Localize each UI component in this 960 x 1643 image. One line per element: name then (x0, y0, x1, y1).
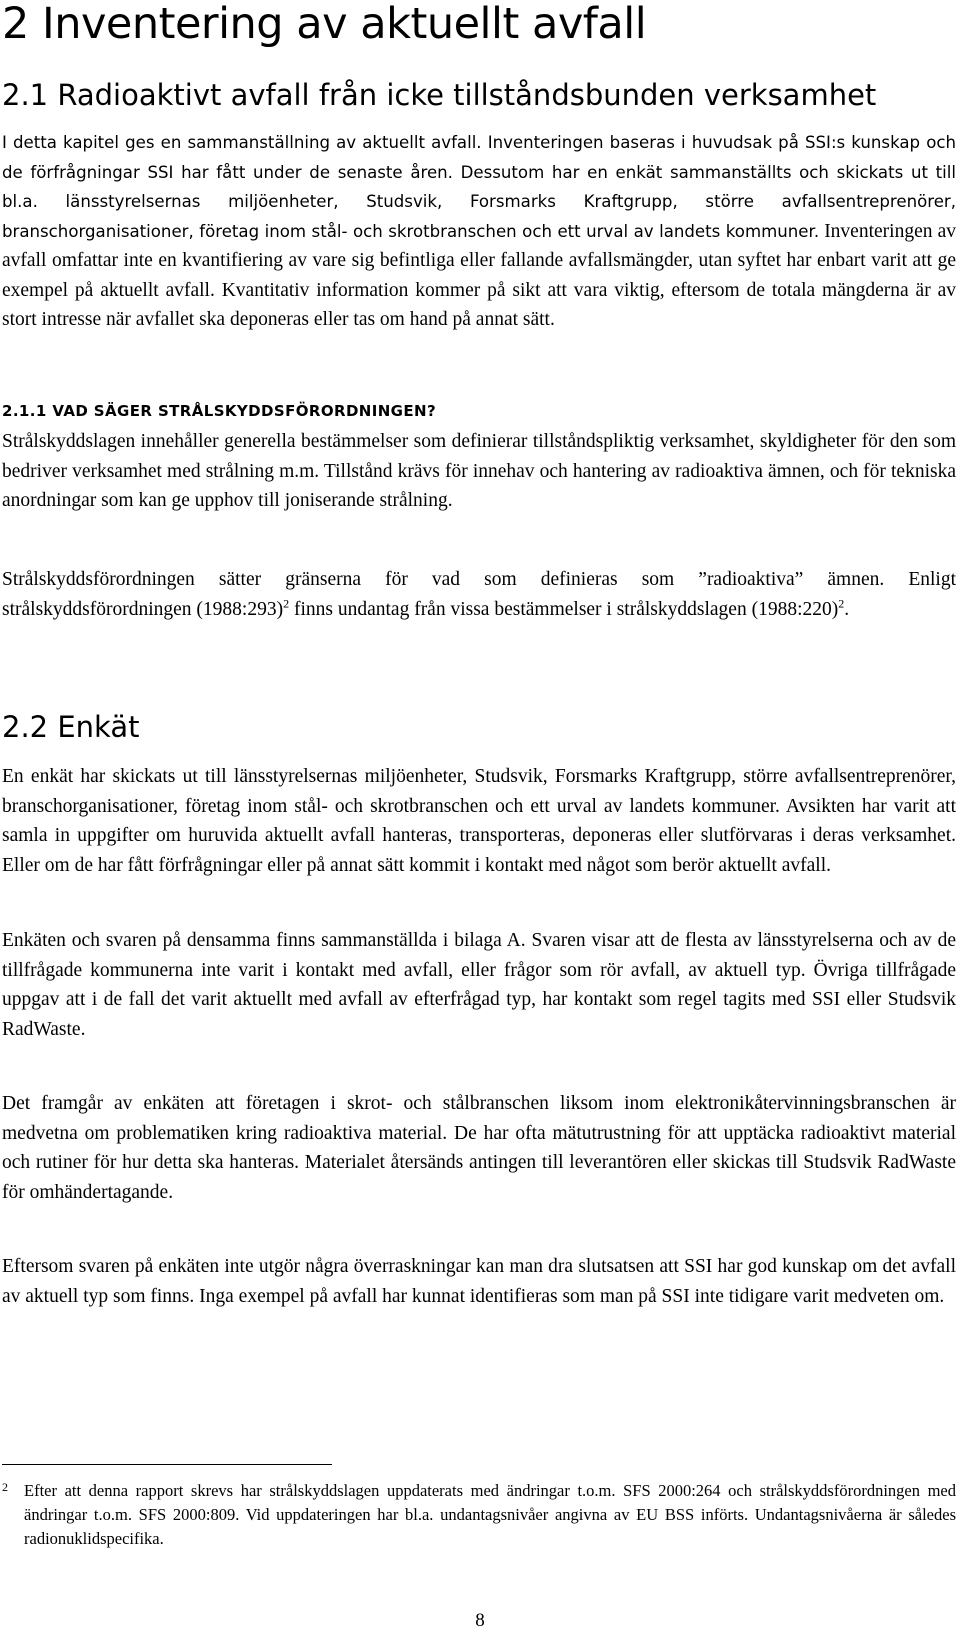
para3-part-c: . (844, 598, 850, 620)
footnote-divider (2, 1464, 332, 1465)
para3-part-b: finns undantag från vissa bestämmelser i strålskyddslagen (1988:220) (289, 598, 839, 620)
paragraph-straalskyddslagen: Strålskyddslagen innehåller generella bestämmelser som definierar tillståndspliktig verksamhet, skyldigheter för den som bedriver verksamhet med strålning m.m. Tillstånd krävs för innehav och hantering av radioaktiva ämnen, och för tekniska anordningar som kan ge upphov till joniserande strålning. (2, 431, 956, 511)
paragraph-enkaten-svar: Enkäten och svaren på densamma finns sammanställda i bilaga A. Svaren visar att de flesta av länsstyrelserna och av de tillfrågade kommunerna inte varit i kontakt med avfall, eller frågor som rör avfall, av aktuell typ. Övriga tillfrågade uppgav att i de fall det varit aktuellt med avfall av efterfrågad typ, har kontakt som regel tagits med SSI eller Studsvik RadWaste. (2, 930, 956, 1040)
footnote-text: Efter att denna rapport skrevs har strålskyddslagen uppdaterats med ändringar t.o.m. SFS 2000:264 och strålskyddsförordningen med ändringar t.o.m. SFS 2000:809. Vid uppdateringen har bl.a. undantagsnivåer angivna av EU BSS införts. Undantagsnivåerna är således radionuklidspecifika. (24, 1481, 956, 1548)
paragraph-intro-sans: I detta kapitel ges en sammanställning av aktuellt avfall. Inventeringen baseras i huvudsak på SSI:s kunskap och de förfrågningar SSI har fått under de senaste åren. Dessutom har en enkät sammanställts och skickats ut till bl.a. länsstyrelsernas miljöenheter, Studsvik, Forsmarks Kraftgrupp, större avfallsentreprenörer, branschorganisationer, företag inom stål- och skrotbranschen och ett urval av landets kommuner. (2, 133, 956, 241)
chapter-heading: 2 Inventering av aktuellt avfall (2, 0, 647, 49)
para3-part-a: Strålskyddsförordningen sätter gränserna för vad som definieras som ”radioaktiva” ämnen. Enligt strålskyddsförordningen (1988:293) (2, 569, 956, 620)
footnote-ref-1: 2 (283, 596, 290, 610)
paragraph-enkat: En enkät har skickats ut till länsstyrelsernas miljöenheter, Studsvik, Forsmarks Kraftgrupp, större avfallsentreprenörer, branschorganisationer, företag inom stål- och skrotbranschen och ett urval av landets kommuner. Avsikten har varit att samla in uppgifter om huruvida aktuellt avfall hanteras, transporteras, deponeras eller slutförvaras i deras verksamhet. Eller om de har fått förfrågningar eller på annat sätt kommit i kontakt med något som berör aktuellt avfall. (2, 766, 956, 876)
section-heading-2-1: 2.1 Radioaktivt avfall från icke tillståndsbunden verksamhet (2, 78, 877, 112)
paragraph-intro-serif: Inventeringen av avfall omfattar inte en kvantifiering av vare sig befintliga eller fallande avfallsmängder, utan syftet har enbart varit att ge exempel på aktuellt avfall. Kvantitativ information kommer på sikt att vara viktig, eftersom de totala mängderna är av stort intresse när avfallet ska deponeras eller tas om hand på annat sätt. (2, 220, 956, 330)
paragraph-intro (2, 128, 956, 335)
footnote-ref-2: 2 (838, 596, 845, 610)
paragraph-straalskyddsforordningen (2, 565, 956, 624)
paragraph-branschen: Det framgår av enkäten att företagen i skrot- och stålbranschen liksom inom elektronikåtervinningsbranschen är medvetna om problematiken kring radioaktiva material. De har ofta mätutrustning för att upptäcka radioaktivt material och rutiner för hur detta ska hanteras. Materialet återsänds antingen till leverantören eller skickas till Studsvik RadWaste för omhändertagande. (2, 1093, 956, 1203)
footnote (2, 1479, 956, 1551)
subsection-heading-2-1-1: 2.1.1 VAD SÄGER STRÅLSKYDDSFÖRORDNINGEN? (2, 402, 437, 420)
footnote-number: 2 (2, 1480, 8, 1494)
paragraph-slutsats: Eftersom svaren på enkäten inte utgör några överraskningar kan man dra slutsatsen att SSI har god kunskap om det avfall av aktuell typ som finns. Inga exempel på avfall har kunnat identifieras som man på SSI inte tidigare varit medveten om. (2, 1256, 956, 1307)
section-heading-2-2: 2.2 Enkät (2, 710, 140, 744)
page-number: 8 (475, 1610, 485, 1631)
